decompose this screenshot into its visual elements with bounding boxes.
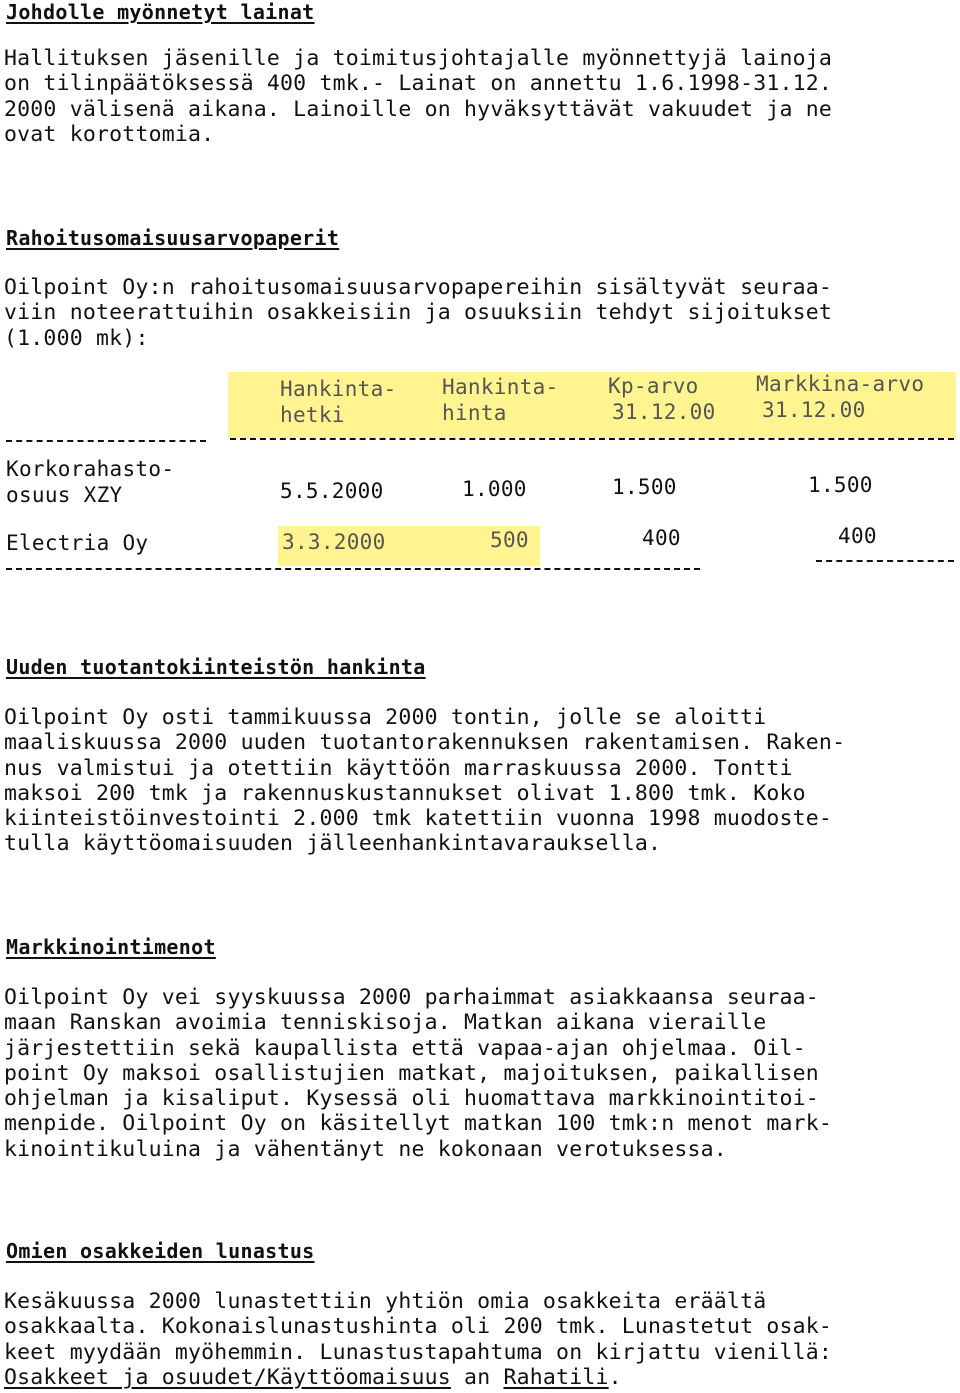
row-market-value: 1.500 <box>808 473 873 497</box>
property-heading: Uuden tuotantokiinteistön hankinta <box>6 655 426 679</box>
header-acquisition-cost: Hankinta- hinta <box>442 375 559 425</box>
marketing-line: ohjelman ja kisaliput. Kysessä oli huomattava markkinointitoi- <box>4 1086 819 1112</box>
header-market-value: Markkina-arvo 31.12.00 <box>756 372 925 422</box>
marketing-paragraph <box>4 985 954 1162</box>
loans-heading: Johdolle myönnetyt lainat <box>6 0 315 24</box>
header-book-value: Kp-arvo 31.12.00 <box>608 374 716 424</box>
property-line: maksoi 200 tmk ja rakennuskustannukset olivat 1.800 tmk. Koko <box>4 780 806 806</box>
marketing-heading: Markkinointimenot <box>6 935 216 959</box>
shares-paragraph <box>4 1289 954 1390</box>
marketing-line: järjestettiin sekä kaupallista että vapaa-ajan ohjelmaa. Oil- <box>4 1035 806 1061</box>
marketing-line: menpide. Oilpoint Oy on käsitellyt matkan 100 tmk:n menot mark- <box>4 1111 833 1137</box>
final-period: . <box>608 1364 622 1390</box>
header-acquisition-date: Hankinta- hetki <box>280 377 397 427</box>
shares-line: keet myydään myöhemmin. Lunastustapahtuma on kirjattu vienillä: <box>4 1339 833 1365</box>
row-name: Electria Oy <box>6 531 149 555</box>
shares-line: Kesäkuussa 2000 lunastettiin yhtiön omia osakkeita eräältä <box>4 1289 767 1314</box>
marketing-line: Oilpoint Oy vei syyskuussa 2000 parhaimmat asiakkaansa seuraa- <box>4 985 819 1010</box>
row-date: 5.5.2000 <box>280 479 384 503</box>
property-line: maaliskuussa 2000 uuden tuotantorakennuksen rakentamisen. Raken- <box>4 730 846 756</box>
table-rule-bottom <box>6 568 700 570</box>
securities-line: viin noteerattuihin osakkeisiin ja osuuksiin tehdyt sijoitukset <box>4 300 833 326</box>
securities-line: (1.000 mk): <box>4 325 149 351</box>
marketing-line: maan Ranskan avoimia tenniskisoja. Matkan aikana vieraille <box>4 1010 767 1036</box>
table-rule-left <box>6 440 206 442</box>
property-line: tulla käyttöomaisuuden jälleenhankintavarauksella. <box>4 831 662 857</box>
row-book-value: 1.500 <box>612 475 677 499</box>
securities-paragraph <box>4 275 954 351</box>
row-cost: 500 <box>490 528 529 552</box>
loans-line: Hallituksen jäsenille ja toimitusjohtajalle myönnettyjä lainoja <box>4 46 833 71</box>
property-line: Oilpoint Oy osti tammikuussa 2000 tontin, jolle se aloitti <box>4 705 767 730</box>
property-line: kiinteistöinvestointi 2.000 tmk katettiin vuonna 1998 muodoste- <box>4 806 833 832</box>
loans-line: 2000 välisenä aikana. Lainoille on hyväksyttävät vakuudet ja ne <box>4 96 833 122</box>
shares-final-line <box>4 1365 954 1390</box>
shares-heading: Omien osakkeiden lunastus <box>6 1239 315 1263</box>
debit-account: Osakkeet ja osuudet/Käyttöomaisuus <box>4 1364 451 1390</box>
table-rule-top <box>230 438 954 440</box>
credit-account: Rahatili <box>503 1364 609 1390</box>
connector-word: an <box>450 1364 504 1390</box>
table-rule-bottom-right <box>816 560 954 562</box>
shares-line: osakkaalta. Kokonaislunastushinta oli 200 tmk. Lunastetut osak- <box>4 1314 833 1340</box>
loans-paragraph <box>4 46 954 147</box>
property-line: nus valmistui ja otettiin käyttöön marraskuussa 2000. Tontti <box>4 755 793 781</box>
row-book-value: 400 <box>642 526 681 550</box>
row-name: Korkorahasto- osuus XZY <box>6 457 175 507</box>
securities-heading: Rahoitusomaisuusarvopaperit <box>6 226 340 250</box>
loans-line: ovat korottomia. <box>4 121 215 147</box>
marketing-line: kinointikuluina ja vähentänyt ne kokonaan verotuksessa. <box>4 1136 727 1162</box>
row-date: 3.3.2000 <box>282 530 386 554</box>
loans-line: on tilinpäätöksessä 400 tmk.- Lainat on annettu 1.6.1998-31.12. <box>4 71 833 97</box>
property-paragraph <box>4 705 954 857</box>
row-market-value: 400 <box>838 524 877 548</box>
row-cost: 1.000 <box>462 477 527 501</box>
marketing-line: point Oy maksoi osallistujien matkat, majoituksen, paikallisen <box>4 1060 819 1086</box>
securities-line: Oilpoint Oy:n rahoitusomaisuusarvopapereihin sisältyvät seuraa- <box>4 275 833 300</box>
